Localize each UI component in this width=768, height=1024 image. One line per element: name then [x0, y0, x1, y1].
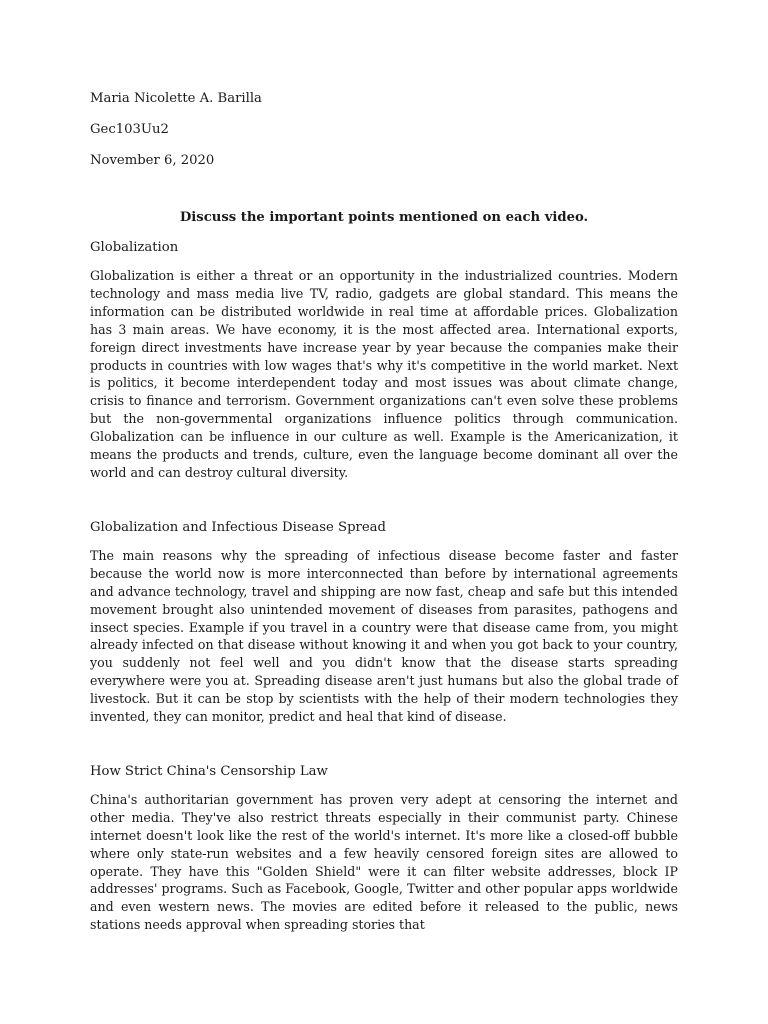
document-page — [90, 90, 678, 934]
section-body: The main reasons why the spreading of infectious disease become faster and faster because the world now is more interconnected than before by international agreements and advance technology, travel and shipping are now fast, cheap and safe but this intended movement brought also unintended movement of diseases from parasites, pathogens and insect species. Example if you travel in a country were that disease came from, you might already infected on that disease without knowing it and when you got back to your country, you suddenly not feel well and you didn't know that the disease starts spreading everywhere were you at. Spreading disease aren't just humans but also the global trade of livestock. But it can be stop by scientists with the help of their modern technologies they invented, they can monitor, predict and heal that kind of disease. — [90, 547, 678, 725]
assignment-title: Discuss the important points mentioned on each video. — [179, 210, 589, 225]
section-body: China's authoritarian government has proven very adept at censoring the internet and other media. They've also restrict threats especially in their communist party. Chinese internet doesn't look like the rest of the world's internet. It's more like a closed-off bubble where only state-run websites and a few heavily censored foreign sites are allowed to operate. They have this "Golden Shield" were it can filter website addresses, block IP addresses' programs. Such as Facebook, Google, Twitter and other popular apps worldwide and even western news. The movies are edited before it released to the public, news stations needs approval when spreading stories that — [90, 791, 678, 933]
course-code: Gec103Uu2 — [90, 122, 169, 137]
section-globalization — [90, 239, 678, 482]
document-date: November 6, 2020 — [90, 153, 215, 168]
section-heading: How Strict China's Censorship Law — [90, 763, 328, 779]
section-heading: Globalization and Infectious Disease Spread — [90, 519, 386, 535]
author-name: Maria Nicolette A. Barilla — [90, 91, 262, 106]
section-body: Globalization is either a threat or an opportunity in the industrialized countries. Modern technology and mass media live TV, radio, gadgets are global standard. This means the information can be distributed worldwide in real time at affordable prices. Globalization has 3 main areas. We have economy, it is the most affected area. International exports, foreign direct investments have increase year by year because the companies make their products in countries with low wages that's why it's competitive in the world market. Next is politics, it become interdependent today and most issues was about climate change, crisis to finance and terrorism. Government organizations can't even solve these problems but the non-governmental organizations influence politics through communication. Globalization can be influence in our culture as well. Example is the Americanization, it means the products and trends, culture, even the language become dominant all over the world and can destroy cultural diversity. — [90, 268, 678, 480]
section-heading: Globalization — [90, 240, 179, 255]
section-infectious-disease — [90, 519, 678, 726]
section-china-censorship — [90, 763, 678, 934]
